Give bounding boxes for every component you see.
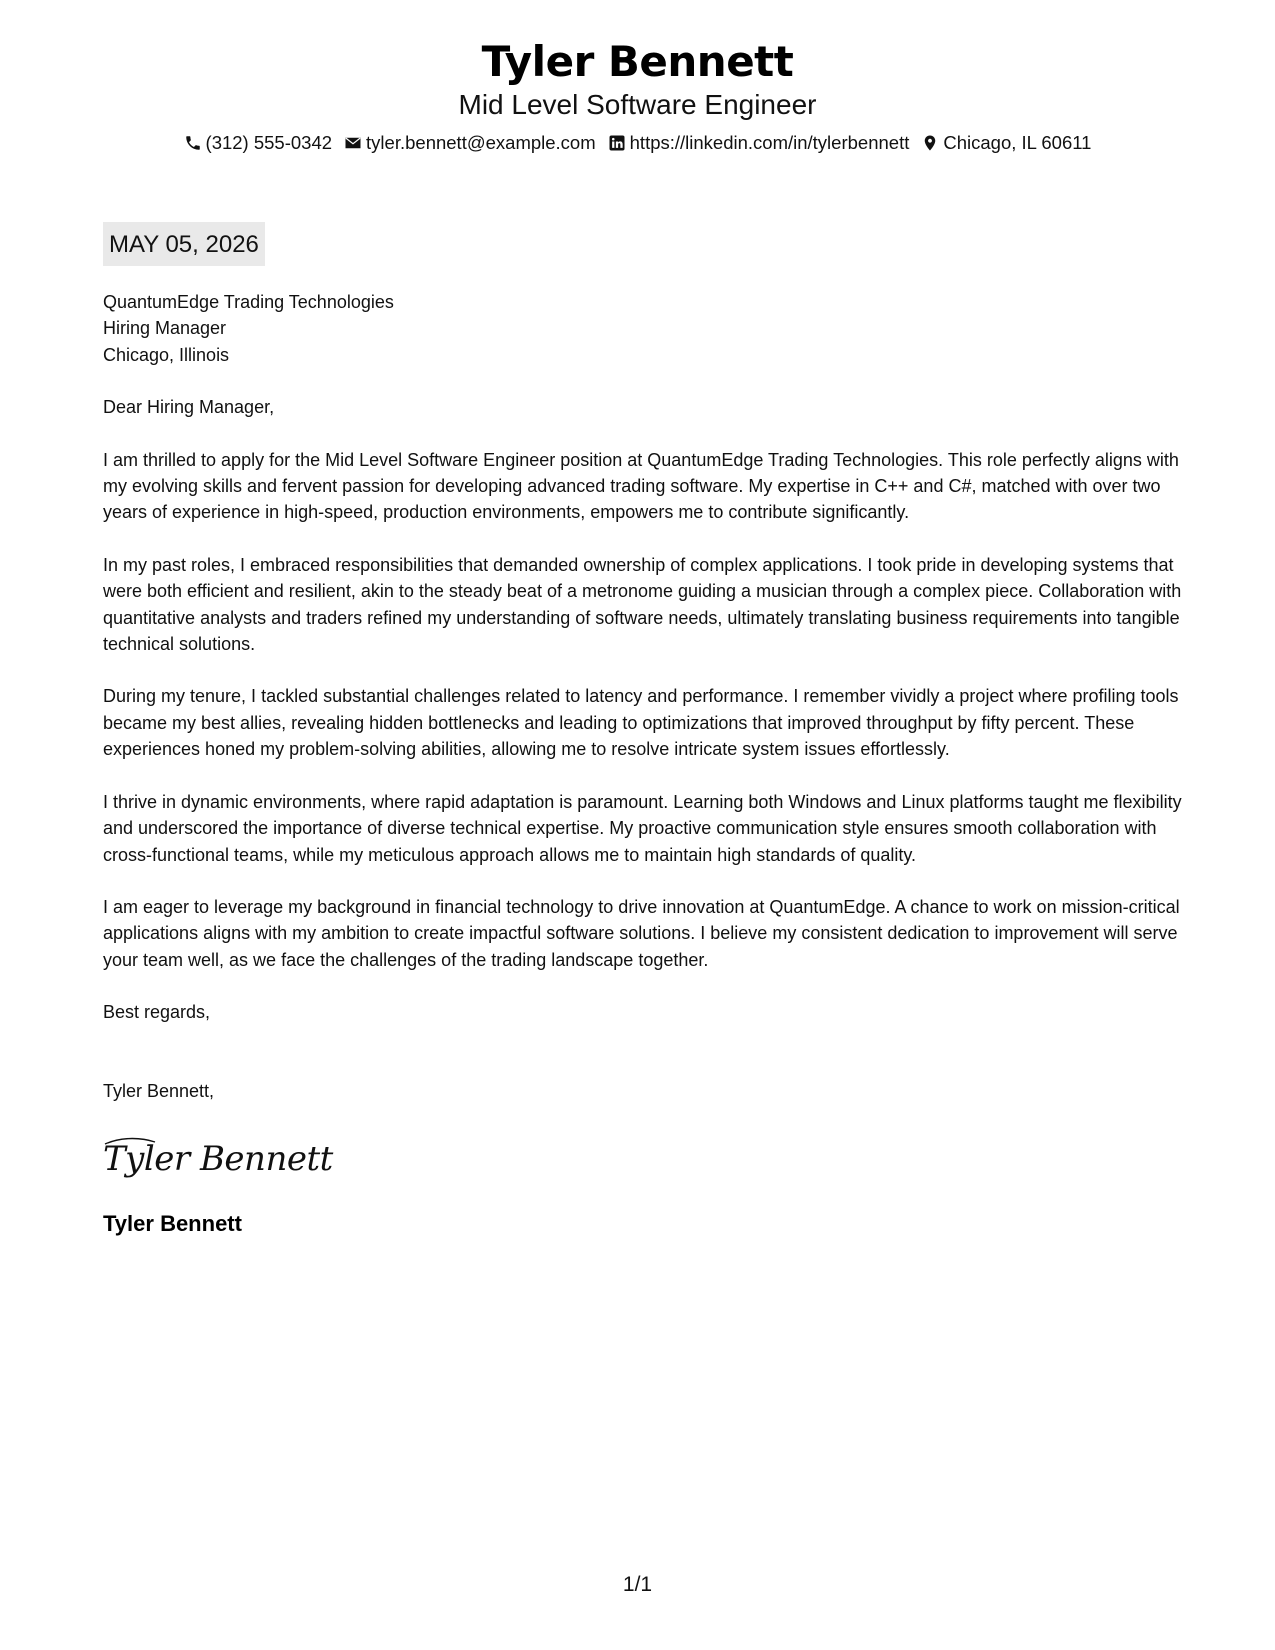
linkedin-url: https://linkedin.com/in/tylerbennett	[629, 132, 910, 153]
letter-body	[103, 289, 1183, 1238]
recipient-role: Hiring Manager	[103, 318, 227, 339]
svg-text:Tyler Bennett: Tyler Bennett	[103, 1138, 333, 1179]
closing-phrase: Best regards,	[103, 1002, 211, 1023]
letter-date: MAY 05, 2026	[103, 222, 265, 266]
applicant-job-title: Mid Level Software Engineer	[458, 89, 817, 120]
contact-linkedin	[608, 132, 910, 154]
contact-bar	[0, 132, 1275, 154]
body-paragraph: I am thrilled to apply for the Mid Level Software Engineer position at QuantumEdge Trading Technologies. This role perfectly aligns with my evolving skills and fervent passion for developing advanced trading software. My expertise in C++ and C#, matched with over two years of experience in high-speed, production environments, empowers me to contribute significantly.	[103, 449, 1179, 523]
handwritten-signature	[103, 1132, 1183, 1184]
contact-email	[344, 132, 596, 154]
applicant-name: Tyler Bennett	[481, 37, 794, 86]
email-address: tyler.bennett@example.com	[366, 132, 596, 153]
body-paragraph: I thrive in dynamic environments, where rapid adaptation is paramount. Learning both Windows and Linux platforms taught me flexibility and underscored the importance of diverse technical expertise. My proactive communication style ensures smooth collaboration with cross-functional teams, while my meticulous approach allows me to maintain high standards of quality.	[103, 791, 1182, 865]
contact-phone	[184, 132, 333, 154]
linkedin-icon	[608, 134, 626, 152]
signer-printed-name: Tyler Bennett	[103, 1210, 242, 1236]
signer-name-with-comma: Tyler Bennett,	[103, 1080, 215, 1101]
map-pin-icon	[921, 134, 939, 152]
phone-icon	[184, 134, 202, 152]
envelope-icon	[344, 134, 362, 152]
body-paragraph: In my past roles, I embraced responsibilities that demanded ownership of complex applications. I took pride in developing systems that were both efficient and resilient, akin to the steady beat of a metronome guiding a musician through a complex piece. Collaboration with quantitative analysts and traders refined my understanding of software needs, ultimately translating business requirements into tangible technical solutions.	[103, 554, 1182, 655]
recipient-block	[103, 289, 1183, 368]
signature-image	[103, 1132, 333, 1184]
phone-number: (312) 555-0342	[205, 132, 333, 153]
recipient-location: Chicago, Illinois	[103, 344, 230, 365]
body-paragraph: During my tenure, I tackled substantial challenges related to latency and performance. I remember vividly a project where profiling tools became my best allies, revealing hidden bottlenecks and leading to optimizations that improved throughput by fifty percent. These experiences honed my problem-solving abilities, allowing me to resolve intricate system issues effortlessly.	[103, 686, 1179, 760]
letter-header	[0, 36, 1275, 154]
location-text: Chicago, IL 60611	[943, 132, 1092, 153]
body-paragraph: I am eager to leverage my background in financial technology to drive innovation at QuantumEdge. A chance to work on mission-critical applications aligns with my ambition to create impactful software solutions. I believe my consistent dedication to improvement will serve your team well, as we face the challenges of the trading landscape together.	[103, 896, 1180, 970]
salutation: Dear Hiring Manager,	[103, 397, 275, 418]
contact-location	[921, 132, 1091, 154]
page-number: 1/1	[622, 1573, 653, 1596]
recipient-company: QuantumEdge Trading Technologies	[103, 292, 394, 312]
